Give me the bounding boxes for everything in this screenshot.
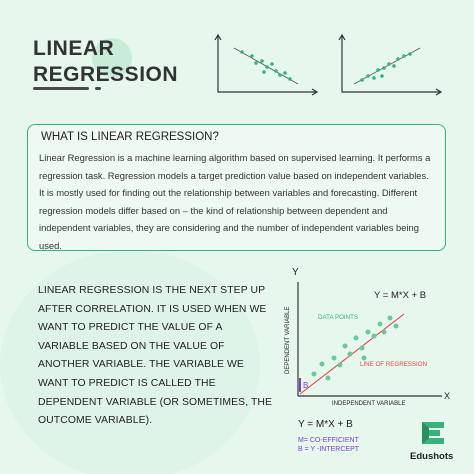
data-point (372, 334, 377, 339)
definition-body: Linear Regression is a machine learning algorithm based on supervised learning. It performs a regression task. Regression models a target prediction value based on independent variables. It is mostly used for finding out the relationship between variables and forecasting. Different regression models differ based on – the kind of relationship between dependent and independent variables, they are considering and the number of independent variables being used. (39, 152, 431, 251)
y-axis-letter: Y (292, 267, 299, 278)
data-point (378, 322, 383, 327)
description-text: LINEAR REGRESSION IS THE NEXT STEP UP AFTER CORRELATION. IT IS USED WHEN WE WANT TO PREDICT THE VALUE OF A VARIABLE BASED ON THE VALUE OF ANOTHER VARIABLE. THE VARIABLE WE WANT TO PREDICT IS CALLED THE DEPENDENT VARIABLE (OR SOMETIMES, THE OUTCOME VARIABLE). (38, 285, 273, 427)
formula-equation: Y = M*X + B (298, 419, 353, 430)
data-points-label: DATA POINTS (318, 314, 358, 321)
y-axis-label: DEPENDENT VARIABLE (285, 306, 291, 374)
data-point (360, 346, 365, 351)
negative-correlation-icon (212, 34, 322, 100)
title-underline-dash (95, 87, 101, 90)
data-point (312, 372, 317, 377)
title-line-2: REGRESSION (33, 63, 179, 86)
regression-diagram (270, 262, 450, 412)
data-point (348, 352, 353, 357)
data-point (326, 376, 331, 381)
data-point (338, 363, 343, 368)
x-axis-letter: X (444, 391, 450, 401)
data-point (332, 356, 337, 361)
title-line-1: LINEAR (33, 37, 115, 60)
data-point (366, 330, 371, 335)
data-point (394, 324, 399, 329)
brand-name: Edushots (410, 451, 454, 462)
page-title (33, 36, 178, 88)
x-axis-label: INDEPENDENT VARIABLE (332, 401, 406, 407)
equation-label: Y = M*X + B (374, 290, 427, 301)
regression-line-label: LINE OF REGRESSION (360, 361, 428, 368)
data-point (320, 362, 325, 367)
data-point (362, 356, 367, 361)
intercept-legend: B = Y -INTERCEPT (298, 446, 360, 453)
coefficient-legend: M= CO-EFFICIENT (298, 437, 359, 444)
edushots-e-logo-icon (418, 418, 448, 448)
data-point (382, 330, 387, 335)
data-point (343, 344, 348, 349)
definition-heading: WHAT IS LINEAR REGRESSION? (41, 131, 219, 143)
data-point (354, 336, 359, 341)
data-point (388, 316, 393, 321)
intercept-label: B (303, 381, 309, 390)
positive-correlation-icon (336, 34, 446, 100)
definition-box (27, 124, 446, 251)
title-underline (33, 87, 89, 90)
